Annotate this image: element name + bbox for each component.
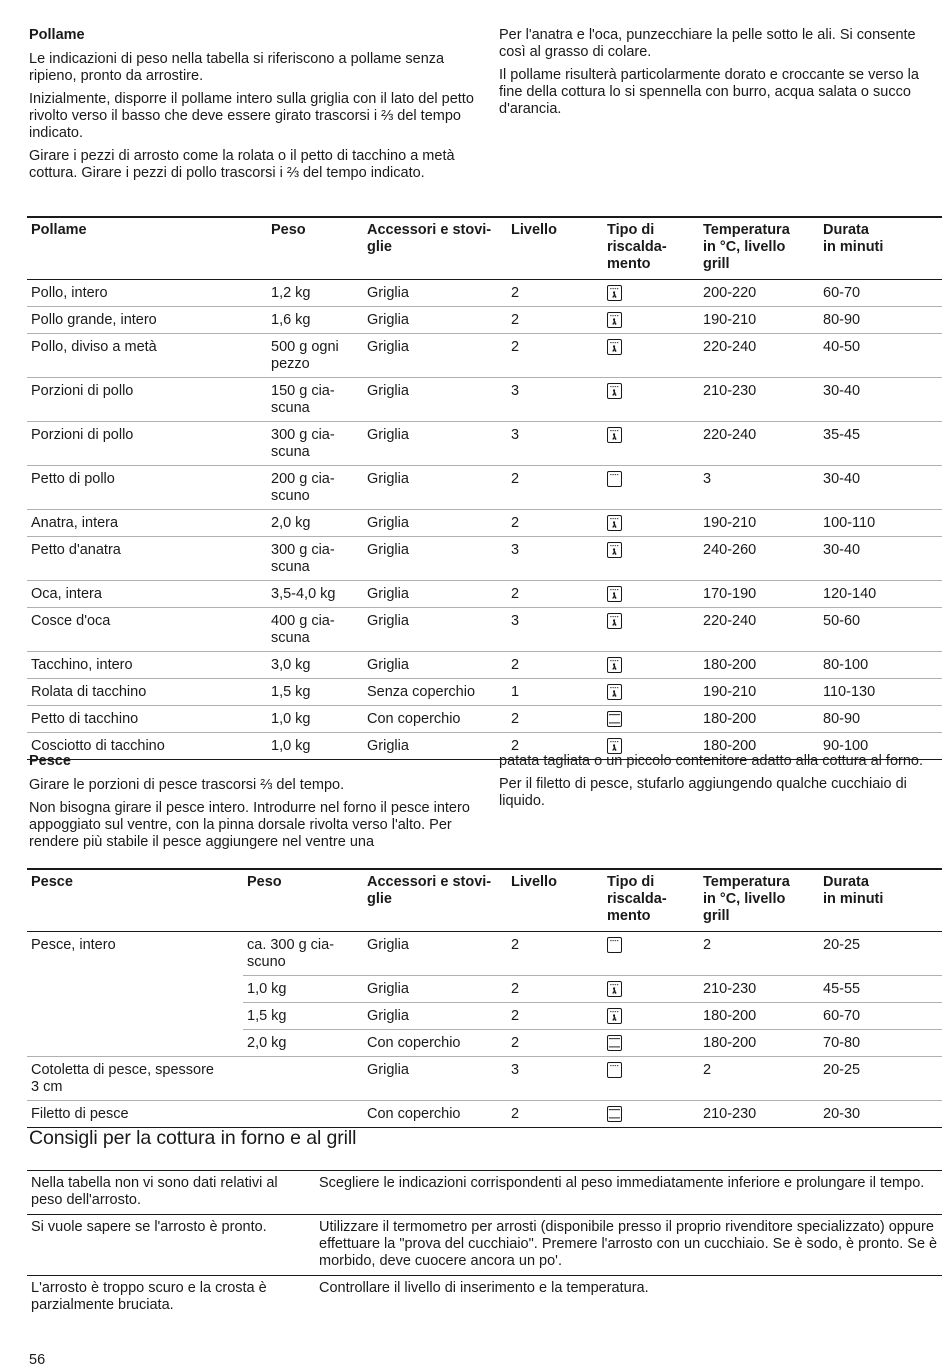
paragraph: Le indicazioni di peso nella tabella si riferiscono a pollame senza ripieno, pronto da arrostire. [29, 51, 445, 84]
fan-grill-icon [607, 427, 622, 443]
fish-title: Pesce [29, 753, 71, 769]
fan-grill-icon [607, 312, 622, 328]
tip-problem: L'arrosto è troppo scuro e la crosta è parzialmente bruciata. [27, 1276, 315, 1320]
cell-temperature: 210-230 [699, 1101, 819, 1128]
cell-food: Tacchino, intero [27, 652, 267, 679]
header-heating: Tipo di riscalda- mento [603, 217, 699, 280]
cell-heating [603, 466, 699, 510]
cell-accessory: Con coperchio [363, 1101, 507, 1128]
cell-temperature: 2 [699, 1057, 819, 1101]
table-row [27, 466, 942, 510]
header-level: Livello [507, 869, 603, 932]
header-level: Livello [507, 217, 603, 280]
cell-heating [603, 280, 699, 307]
paragraph: Non bisogna girare il pesce intero. Introdurre nel forno il pesce intero appoggiato sul ventre, con la pinna dorsale rivolta verso l'alto. Per rendere più stabile il pesce aggiungere nel ventre una [29, 800, 470, 850]
cell-temperature: 180-200 [699, 1003, 819, 1030]
cell-level: 2 [507, 976, 603, 1003]
tip-solution: Utilizzare il termometro per arrosti (disponibile presso il proprio rivenditore specializzato) oppure effettuare la "prova del cucchiaio". Premere l'arrosto con un cucchiaio. Se è sodo, è pronto. Se è morbido, deve cuocere ancora un po'. [315, 1215, 942, 1276]
cell-food: Pollo, intero [27, 280, 267, 307]
header-duration: Durata in minuti [819, 869, 942, 932]
cell-temperature: 190-210 [699, 307, 819, 334]
cell-weight: 400 g cia- scuna [267, 608, 363, 652]
cell-food: Pesce, intero [27, 932, 243, 1057]
cell-duration: 20-30 [819, 1101, 942, 1128]
cell-temperature: 240-260 [699, 537, 819, 581]
cell-duration: 45-55 [819, 976, 942, 1003]
table-row [27, 422, 942, 466]
fan-grill-icon [607, 339, 622, 355]
cell-heating [603, 1101, 699, 1128]
fan-grill-icon [607, 657, 622, 673]
paragraph: Per l'anatra e l'oca, punzecchiare la pelle sotto le ali. Si consente così al grasso di colare. [499, 27, 916, 60]
cell-level: 2 [507, 1003, 603, 1030]
header-accessory: Accessori e stovi- glie [363, 217, 507, 280]
cell-temperature: 200-220 [699, 280, 819, 307]
cell-accessory: Senza coperchio [363, 679, 507, 706]
cell-level: 3 [507, 1057, 603, 1101]
cell-heating [603, 1003, 699, 1030]
cell-weight: 2,0 kg [243, 1030, 363, 1057]
fish-intro-right [499, 753, 944, 816]
cell-weight: 500 g ogni pezzo [267, 334, 363, 378]
cell-temperature: 3 [699, 466, 819, 510]
cell-food: Filetto di pesce [27, 1101, 243, 1128]
table-row [27, 679, 942, 706]
cell-duration: 20-25 [819, 932, 942, 976]
cell-temperature: 170-190 [699, 581, 819, 608]
cell-temperature: 180-200 [699, 1030, 819, 1057]
cell-heating [603, 679, 699, 706]
cell-heating [603, 706, 699, 733]
cell-level: 2 [507, 1030, 603, 1057]
table-row [27, 537, 942, 581]
top-bottom-heat-icon [607, 711, 622, 727]
cell-weight: 1,5 kg [267, 679, 363, 706]
cell-temperature: 2 [699, 932, 819, 976]
cell-weight: 1,0 kg [267, 733, 363, 760]
header-temperature: Temperatura in °C, livello grill [699, 869, 819, 932]
cell-heating [603, 378, 699, 422]
cell-food: Porzioni di pollo [27, 422, 267, 466]
cell-temperature: 180-200 [699, 733, 819, 760]
fan-grill-icon [607, 1008, 622, 1024]
fan-grill-icon [607, 684, 622, 700]
cell-weight: 1,0 kg [243, 976, 363, 1003]
cell-accessory: Griglia [363, 510, 507, 537]
fan-grill-icon [607, 383, 622, 399]
paragraph: Girare le porzioni di pesce trascorsi ⅔ del tempo. [29, 777, 345, 793]
poultry-intro-right [499, 27, 944, 124]
cell-food: Anatra, intera [27, 510, 267, 537]
cell-temperature: 220-240 [699, 422, 819, 466]
cell-heating [603, 510, 699, 537]
cell-weight: 3,5-4,0 kg [267, 581, 363, 608]
header-temperature: Temperatura in °C, livello grill [699, 217, 819, 280]
top-bottom-heat-icon [607, 1106, 622, 1122]
tip-row [27, 1215, 942, 1276]
cell-level: 3 [507, 537, 603, 581]
cell-duration: 90-100 [819, 733, 942, 760]
cell-weight: 2,0 kg [267, 510, 363, 537]
table-row [27, 932, 942, 976]
cell-weight: 1,6 kg [267, 307, 363, 334]
table-row [27, 706, 942, 733]
cell-heating [603, 334, 699, 378]
cell-duration: 70-80 [819, 1030, 942, 1057]
cell-accessory: Griglia [363, 1003, 507, 1030]
cell-accessory: Griglia [363, 976, 507, 1003]
cell-weight: 150 g cia- scuna [267, 378, 363, 422]
paragraph: patata tagliata o un piccolo contenitore adatto alla cottura al forno. [499, 753, 924, 769]
cell-food: Cosce d'oca [27, 608, 267, 652]
header-duration: Durata in minuti [819, 217, 942, 280]
cell-duration: 60-70 [819, 280, 942, 307]
cell-food: Petto di pollo [27, 466, 267, 510]
cell-temperature: 190-210 [699, 679, 819, 706]
table-row [27, 334, 942, 378]
top-bottom-heat-icon [607, 1035, 622, 1051]
table-header-row [27, 869, 942, 932]
cell-duration: 80-90 [819, 706, 942, 733]
cell-duration: 40-50 [819, 334, 942, 378]
header-weight: Peso [267, 217, 363, 280]
cell-heating [603, 422, 699, 466]
cell-duration: 60-70 [819, 1003, 942, 1030]
paragraph: Per il filetto di pesce, stufarlo aggiungendo qualche cucchiaio di liquido. [499, 776, 907, 809]
cell-duration: 80-90 [819, 307, 942, 334]
paragraph: Girare i pezzi di arrosto come la rolata o il petto di tacchino a metà cottura. Girare i pezzi di pollo trascorsi i ⅔ del tempo indicato. [29, 148, 455, 181]
cell-duration: 110-130 [819, 679, 942, 706]
fan-grill-icon [607, 586, 622, 602]
table-row [27, 1101, 942, 1128]
cell-heating [603, 976, 699, 1003]
grill-icon [607, 471, 622, 487]
cell-accessory: Griglia [363, 334, 507, 378]
grill-icon [607, 937, 622, 953]
tip-problem: Si vuole sapere se l'arrosto è pronto. [27, 1215, 315, 1276]
tip-solution: Scegliere le indicazioni corrispondenti al peso immediatamente inferiore e prolungare il tempo. [315, 1171, 942, 1215]
cell-temperature: 220-240 [699, 334, 819, 378]
cell-heating [603, 581, 699, 608]
header-food: Pollame [27, 217, 267, 280]
cell-temperature: 190-210 [699, 510, 819, 537]
paragraph: Il pollame risulterà particolarmente dorato e croccante se verso la fine della cottura lo si spennella con burro, acqua salata o succo d'arancia. [499, 67, 919, 117]
cell-level: 2 [507, 932, 603, 976]
cell-level: 3 [507, 422, 603, 466]
cell-heating [603, 1057, 699, 1101]
cell-level: 2 [507, 334, 603, 378]
cell-heating [603, 307, 699, 334]
cell-level: 2 [507, 510, 603, 537]
cell-accessory: Griglia [363, 537, 507, 581]
cell-level: 2 [507, 581, 603, 608]
fish-table [27, 868, 942, 1128]
cell-food: Pollo grande, intero [27, 307, 267, 334]
header-heating: Tipo di riscalda- mento [603, 869, 699, 932]
cell-accessory: Griglia [363, 608, 507, 652]
tip-row [27, 1276, 942, 1320]
fan-grill-icon [607, 738, 622, 754]
paragraph: Inizialmente, disporre il pollame intero sulla griglia con il lato del petto rivolto verso il basso che deve essere girato trascorsi i ⅔ del tempo indicato. [29, 91, 474, 141]
cell-accessory: Griglia [363, 581, 507, 608]
cell-accessory: Griglia [363, 378, 507, 422]
table-row [27, 608, 942, 652]
cell-weight: 300 g cia- scuna [267, 537, 363, 581]
tip-row [27, 1171, 942, 1215]
tips-title: Consigli per la cottura in forno e al grill [29, 1127, 357, 1149]
cell-accessory: Griglia [363, 733, 507, 760]
cell-duration: 80-100 [819, 652, 942, 679]
cell-accessory: Con coperchio [363, 1030, 507, 1057]
cell-accessory: Griglia [363, 932, 507, 976]
cell-duration: 50-60 [819, 608, 942, 652]
cell-accessory: Griglia [363, 422, 507, 466]
cell-food: Porzioni di pollo [27, 378, 267, 422]
poultry-intro-left [29, 27, 474, 188]
fish-intro-left [29, 753, 474, 857]
page-number: 56 [29, 1352, 46, 1368]
cell-accessory: Griglia [363, 652, 507, 679]
cell-accessory: Con coperchio [363, 706, 507, 733]
cell-food: Petto d'anatra [27, 537, 267, 581]
cell-heating [603, 537, 699, 581]
cell-duration: 30-40 [819, 537, 942, 581]
cell-weight: 200 g cia- scuno [267, 466, 363, 510]
cell-temperature: 210-230 [699, 976, 819, 1003]
cell-level: 2 [507, 733, 603, 760]
cell-weight: ca. 300 g cia- scuno [243, 932, 363, 976]
cell-duration: 20-25 [819, 1057, 942, 1101]
cell-food: Pollo, diviso a metà [27, 334, 267, 378]
poultry-table [27, 216, 942, 760]
table-header-row [27, 217, 942, 280]
grill-icon [607, 1062, 622, 1078]
cell-food: Petto di tacchino [27, 706, 267, 733]
cell-duration: 120-140 [819, 581, 942, 608]
cell-heating [603, 608, 699, 652]
cell-heating [603, 1030, 699, 1057]
tips-table [27, 1170, 942, 1319]
cell-level: 3 [507, 608, 603, 652]
header-accessory: Accessori e stovi- glie [363, 869, 507, 932]
fan-grill-icon [607, 981, 622, 997]
cell-weight: 1,2 kg [267, 280, 363, 307]
cell-duration: 30-40 [819, 378, 942, 422]
fan-grill-icon [607, 542, 622, 558]
header-food: Pesce [27, 869, 243, 932]
table-row [27, 1057, 942, 1101]
table-row [27, 307, 942, 334]
cell-weight: 3,0 kg [267, 652, 363, 679]
cell-duration: 30-40 [819, 466, 942, 510]
cell-food: Cotoletta di pesce, spessore 3 cm [27, 1057, 243, 1101]
cell-weight [243, 1101, 363, 1128]
cell-weight: 1,5 kg [243, 1003, 363, 1030]
fan-grill-icon [607, 515, 622, 531]
table-row [27, 652, 942, 679]
cell-level: 2 [507, 466, 603, 510]
poultry-title: Pollame [29, 27, 85, 43]
cell-level: 3 [507, 378, 603, 422]
tip-solution: Controllare il livello di inserimento e la temperatura. [315, 1276, 942, 1320]
cell-level: 2 [507, 652, 603, 679]
cell-duration: 35-45 [819, 422, 942, 466]
fan-grill-icon [607, 613, 622, 629]
cell-weight: 300 g cia- scuna [267, 422, 363, 466]
cell-accessory: Griglia [363, 307, 507, 334]
cell-level: 2 [507, 706, 603, 733]
cell-level: 2 [507, 307, 603, 334]
cell-weight: 1,0 kg [267, 706, 363, 733]
cell-accessory: Griglia [363, 280, 507, 307]
cell-duration: 100-110 [819, 510, 942, 537]
cell-temperature: 180-200 [699, 706, 819, 733]
cell-heating [603, 932, 699, 976]
table-row [27, 378, 942, 422]
header-weight: Peso [243, 869, 363, 932]
cell-weight [243, 1057, 363, 1101]
cell-accessory: Griglia [363, 1057, 507, 1101]
cell-food: Cosciotto di tacchino [27, 733, 267, 760]
cell-accessory: Griglia [363, 466, 507, 510]
cell-temperature: 220-240 [699, 608, 819, 652]
cell-level: 2 [507, 280, 603, 307]
cell-food: Rolata di tacchino [27, 679, 267, 706]
table-row [27, 581, 942, 608]
cell-temperature: 210-230 [699, 378, 819, 422]
table-row [27, 280, 942, 307]
cell-level: 1 [507, 679, 603, 706]
cell-temperature: 180-200 [699, 652, 819, 679]
table-row [27, 510, 942, 537]
fan-grill-icon [607, 285, 622, 301]
tip-problem: Nella tabella non vi sono dati relativi al peso dell'arrosto. [27, 1171, 315, 1215]
cell-heating [603, 652, 699, 679]
cell-level: 2 [507, 1101, 603, 1128]
cell-food: Oca, intera [27, 581, 267, 608]
